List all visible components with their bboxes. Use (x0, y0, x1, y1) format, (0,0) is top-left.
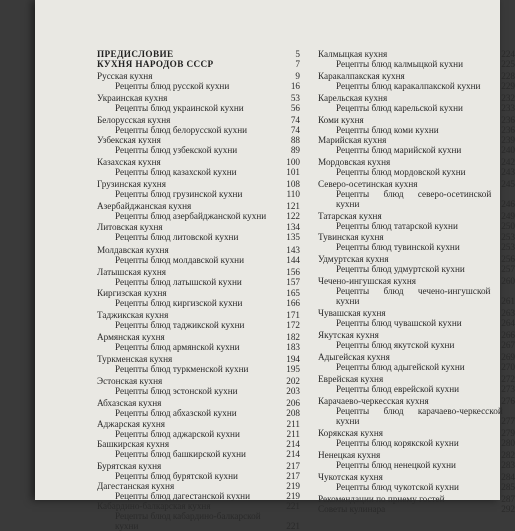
toc-entry-title: Каракалпакская кухня (318, 71, 405, 81)
toc-entry (97, 461, 300, 471)
toc-entry-title: Рецепты блюд калмыцкой кухни (336, 59, 463, 69)
toc-entry-page-number: 270 (501, 362, 515, 372)
toc-entry-page-number: 225 (501, 59, 515, 69)
toc-entry-page-number: 264 (501, 318, 515, 328)
toc-entry-page-number: 221 (286, 501, 300, 511)
toc-entry-title: Татарская кухня (318, 211, 382, 221)
toc-entry-page-number: 156 (286, 267, 300, 277)
toc-entry-page-number: 246 (501, 199, 515, 209)
toc-entry-title: Рецепты блюд узбекской кухни (115, 145, 238, 155)
toc-entry (97, 342, 300, 352)
toc-entry-page-number: 221 (286, 521, 300, 531)
toc-entry-title: Рецепты блюд русской кухни (115, 81, 230, 91)
toc-entry-page-number: 285 (501, 482, 515, 492)
toc-entry (318, 103, 515, 113)
toc-entry-title: Рецепты блюд чувашской кухни (336, 318, 462, 328)
toc-entry-page-number: 214 (286, 439, 300, 449)
toc-entry (318, 406, 515, 416)
toc-entry-page-number: 9 (295, 71, 300, 81)
toc-entry (318, 308, 515, 318)
toc-entry-title: Коми кухня (318, 115, 364, 125)
toc-entry (97, 511, 300, 521)
toc-entry-page-number: 203 (286, 386, 300, 396)
toc-entry (97, 288, 300, 298)
toc-entry-title: Азербайджанская кухня (97, 201, 192, 211)
toc-entry-page-number: 239 (501, 135, 515, 145)
toc-entry (97, 125, 300, 135)
toc-entry (97, 277, 300, 287)
toc-entry (318, 504, 515, 514)
toc-entry-title: Рецепты блюд белорусской кухни (115, 125, 248, 135)
toc-entry-page-number: 229 (501, 81, 515, 91)
toc-entry-page-number: 282 (501, 450, 515, 460)
toc-entry-title: Кабардино-балкарская кухня (97, 501, 211, 511)
toc-entry-title: КУХНЯ НАРОДОВ СССР (97, 59, 214, 69)
toc-entry-page-number: 269 (501, 352, 515, 362)
toc-entry-page-number: 283 (501, 460, 515, 470)
toc-entry (97, 145, 300, 155)
toc-entry (318, 189, 515, 199)
toc-entry-title: Рецепты блюд латышской кухни (115, 277, 242, 287)
toc-entry-page-number: 144 (286, 255, 300, 265)
toc-entry-title: Украинская кухня (97, 93, 168, 103)
toc-entry-page-number: 143 (286, 245, 300, 255)
toc-entry-page-number: 224 (501, 49, 515, 59)
toc-entry-title: кухни (336, 199, 360, 209)
toc-entry-title: Киргизская кухня (97, 288, 167, 298)
toc-entry-title: Чувашская кухня (318, 308, 386, 318)
toc-entry (318, 494, 515, 504)
toc-entry-page-number: 280 (501, 438, 515, 448)
toc-entry (318, 374, 515, 384)
toc-entry-title: Рецепты блюд украинской кухни (115, 103, 244, 113)
toc-entry-page-number: 74 (290, 125, 300, 135)
toc-entry-page-number: 16 (290, 81, 300, 91)
toc-entry (97, 429, 300, 439)
toc-entry-page-number: 134 (286, 222, 300, 232)
toc-entry-page-number: 236 (501, 115, 515, 125)
toc-entry-title: Рецепты блюд дагестанской кухни (115, 491, 251, 501)
toc-entry-title: Дагестанская кухня (97, 481, 175, 491)
toc-entry (97, 419, 300, 429)
toc-entry (97, 332, 300, 342)
toc-entry-page-number: 253 (501, 232, 515, 242)
toc-entry-page-number: 287 (501, 494, 515, 504)
toc-entry (318, 460, 515, 470)
toc-entry (97, 135, 300, 145)
toc-entry-title: Марийская кухня (318, 135, 387, 145)
toc-entry (318, 199, 515, 209)
toc-entry-title: Карельская кухня (318, 93, 388, 103)
toc-entry-title: Советы кулинара (318, 504, 386, 514)
toc-entry-page-number: 240 (501, 145, 515, 155)
toc-entry-page-number: 277 (501, 416, 515, 426)
toc-entry (318, 71, 515, 81)
toc-entry-title: Аджарская кухня (97, 419, 165, 429)
toc-entry-title: Башкирская кухня (97, 439, 170, 449)
toc-entry (97, 364, 300, 374)
toc-entry (318, 352, 515, 362)
toc-entry-page-number: 182 (286, 332, 300, 342)
toc-entry-title: Рецепты блюд коми кухни (336, 125, 439, 135)
toc-entry (318, 340, 515, 350)
toc-entry (97, 232, 300, 242)
toc-entry-title: Рецепты блюд тувинской кухни (336, 242, 460, 252)
toc-entry (97, 298, 300, 308)
toc-entry (318, 428, 515, 438)
toc-entry-title: Рецепты блюд адыгейской кухни (336, 362, 465, 372)
toc-entry-title: Рецепты блюд казахской кухни (115, 167, 237, 177)
toc-entry-title: Рецепты блюд мордовской кухни (336, 167, 466, 177)
toc-entry-page-number: 166 (286, 298, 300, 308)
toc-entry-page-number: 272 (501, 374, 515, 384)
toc-entry-title: Рецепты блюд абхазской кухни (115, 408, 237, 418)
toc-entry-title: Удмуртская кухня (318, 254, 389, 264)
toc-entry-title: Эстонская кухня (97, 376, 163, 386)
toc-entry-title: Рекомендации по приему гостей (318, 494, 445, 504)
toc-entry-page-number: 183 (286, 342, 300, 352)
toc-entry-title: Узбекская кухня (97, 135, 161, 145)
toc-entry (97, 386, 300, 396)
toc-entry-page-number: 211 (286, 429, 300, 439)
toc-entry-page-number: 206 (286, 398, 300, 408)
toc-entry-page-number: 172 (286, 320, 300, 330)
toc-entry (318, 330, 515, 340)
toc-entry-title: Литовская кухня (97, 222, 163, 232)
toc-entry (97, 481, 300, 491)
toc-entry-title: Северо-осетинская кухня (318, 179, 418, 189)
toc-entry-title: Рецепты блюд башкирской кухни (115, 449, 246, 459)
toc-entry-title: Бурятская кухня (97, 461, 162, 471)
toc-entry-page-number: 217 (286, 471, 300, 481)
toc-entry (97, 255, 300, 265)
toc-entry (97, 310, 300, 320)
toc-entry-title: Рецепты блюд чечено-ингушской (336, 286, 491, 296)
toc-entry-title: Русская кухня (97, 71, 153, 81)
toc-entry (97, 93, 300, 103)
toc-entry-page-number: 263 (501, 308, 515, 318)
toc-entry (318, 211, 515, 221)
toc-entry-title: Рецепты блюд аджарской кухни (115, 429, 240, 439)
toc-entry-title: Рецепты блюд каракалпакской кухни (336, 81, 481, 91)
toc-entry-title: Рецепты блюд северо-осетинской (336, 189, 492, 199)
toc-entry (97, 408, 300, 418)
toc-entry (97, 157, 300, 167)
toc-entry-page-number: 243 (501, 167, 515, 177)
toc-entry-title: Рецепты блюд эстонской кухни (115, 386, 238, 396)
toc-entry-page-number: 195 (286, 364, 300, 374)
toc-entry (318, 93, 515, 103)
toc-entry-page-number: 219 (286, 491, 300, 501)
toc-entry-page-number: 135 (286, 232, 300, 242)
toc-entry-title: Рецепты блюд бурятской кухни (115, 471, 238, 481)
toc-entry-page-number: 245 (501, 179, 515, 189)
toc-entry-title: Чечено-ингушская кухня (318, 276, 417, 286)
toc-entry-page-number: 100 (286, 157, 300, 167)
toc-entry-title: Таджикская кухня (97, 310, 169, 320)
toc-entry (318, 276, 515, 286)
toc-entry-page-number: 121 (286, 201, 300, 211)
toc-entry-page-number: 165 (286, 288, 300, 298)
toc-entry (97, 222, 300, 232)
toc-entry-title: Латышская кухня (97, 267, 166, 277)
toc-entry (318, 167, 515, 177)
toc-entry (97, 201, 300, 211)
toc-entry-page-number: 5 (295, 49, 300, 59)
toc-entry-title: Адыгейская кухня (318, 352, 390, 362)
toc-entry (97, 449, 300, 459)
toc-entry (97, 81, 300, 91)
toc-entry-title: Рецепты блюд молдавской кухни (115, 255, 245, 265)
toc-entry-page-number: 250 (501, 221, 515, 231)
toc-entry (97, 501, 300, 511)
toc-entry (97, 71, 300, 81)
toc-entry-page-number: 232 (501, 93, 515, 103)
toc-entry-title: Рецепты блюд грузинской кухни (115, 189, 243, 199)
toc-entry (318, 221, 515, 231)
toc-entry-page-number: 214 (286, 449, 300, 459)
toc-entry-title: Рецепты блюд туркменской кухни (115, 364, 249, 374)
toc-entry (318, 318, 515, 328)
toc-entry (318, 125, 515, 135)
toc-entry (318, 81, 515, 91)
toc-entry (318, 115, 515, 125)
toc-entry (318, 384, 515, 394)
toc-entry (318, 232, 515, 242)
toc-entry (318, 416, 515, 426)
toc-entry-title: Рецепты блюд ненецкой кухни (336, 460, 456, 470)
toc-entry (318, 157, 515, 167)
toc-entry (97, 267, 300, 277)
toc-entry (318, 264, 515, 274)
toc-entry (97, 189, 300, 199)
toc-entry (318, 135, 515, 145)
toc-entry (318, 472, 515, 482)
toc-entry-page-number: 249 (501, 211, 515, 221)
toc-entry-page-number: 171 (286, 310, 300, 320)
toc-entry-title: Рецепты блюд марийской кухни (336, 145, 462, 155)
toc-entry-page-number: 74 (290, 115, 300, 125)
toc-entry-title: Тувинская кухня (318, 232, 384, 242)
toc-entry-title: Рецепты блюд карельской кухни (336, 103, 463, 113)
toc-entry-page-number: 292 (501, 504, 515, 514)
toc-entry-title: Карачаево-черкесская кухня (318, 396, 429, 406)
toc-entry-title: Ненецкая кухня (318, 450, 381, 460)
toc-entry (97, 491, 300, 501)
toc-entry (97, 471, 300, 481)
toc-entry-page-number: 273 (501, 384, 515, 394)
toc-entry (97, 211, 300, 221)
toc-entry-page-number: 157 (286, 277, 300, 287)
toc-entry-title: Корякская кухня (318, 428, 383, 438)
toc-entry-title: Рецепты блюд армянской кухни (115, 342, 240, 352)
toc-entry-title: Рецепты блюд чукотской кухни (336, 482, 459, 492)
toc-entry (97, 320, 300, 330)
toc-entry-title: Рецепты блюд татарской кухни (336, 221, 458, 231)
toc-entry (97, 179, 300, 189)
toc-entry (97, 398, 300, 408)
toc-entry-page-number: 208 (286, 408, 300, 418)
toc-entry (318, 286, 515, 296)
toc-entry-title: Рецепты блюд якутской кухни (336, 340, 455, 350)
toc-entry-page-number: 236 (501, 125, 515, 135)
toc-entry-page-number: 233 (501, 103, 515, 113)
toc-entry-page-number: 108 (286, 179, 300, 189)
toc-entry-page-number: 89 (290, 145, 300, 155)
toc-entry (97, 103, 300, 113)
toc-entry (97, 439, 300, 449)
toc-entry-title: Рецепты блюд таджикской кухни (115, 320, 245, 330)
toc-entry-page-number: 56 (290, 103, 300, 113)
toc-entry-title: Якутская кухня (318, 330, 379, 340)
toc-entry-page-number: 7 (295, 59, 300, 69)
toc-entry (318, 362, 515, 372)
toc-entry-page-number: 253 (501, 242, 515, 252)
toc-entry-title: Грузинская кухня (97, 179, 166, 189)
toc-entry-page-number: 122 (286, 211, 300, 221)
toc-entry-title: Белорусская кухня (97, 115, 171, 125)
toc-entry (97, 115, 300, 125)
toc-entry (318, 59, 515, 69)
toc-entry-page-number: 279 (501, 428, 515, 438)
toc-entry (318, 482, 515, 492)
toc-entry-title: Молдавская кухня (97, 245, 169, 255)
toc-entry-title: Рецепты блюд корякской кухни (336, 438, 459, 448)
book-page (35, 0, 515, 531)
toc-entry-page-number: 260 (501, 276, 515, 286)
toc-entry (318, 145, 515, 155)
toc-entry-title: Рецепты блюд удмуртской кухни (336, 264, 465, 274)
toc-entry-title: Армянская кухня (97, 332, 165, 342)
toc-entry-page-number: 267 (501, 340, 515, 350)
toc-entry-page-number: 211 (286, 419, 300, 429)
toc-entry (318, 450, 515, 460)
toc-entry-title: Мордовская кухня (318, 157, 391, 167)
toc-entry (97, 354, 300, 364)
toc-entry-page-number: 101 (286, 167, 300, 177)
toc-entry-page-number: 257 (501, 264, 515, 274)
toc-entry-title: Рецепты блюд киргизской кухни (115, 298, 243, 308)
toc-entry-page-number: 194 (286, 354, 300, 364)
toc-entry-page-number: 261 (501, 296, 515, 306)
toc-entry-title: Рецепты блюд азербайджанской кухни (115, 211, 267, 221)
toc-entry-title: Еврейская кухня (318, 374, 384, 384)
toc-entry-title: кухни (336, 416, 360, 426)
toc-entry (318, 296, 515, 306)
toc-entry (318, 438, 515, 448)
toc-entry-page-number: 276 (501, 396, 515, 406)
toc-entry (318, 179, 515, 189)
toc-entry-title: кухни (336, 296, 360, 306)
toc-entry-title: Рецепты блюд литовской кухни (115, 232, 239, 242)
toc-entry-title: Калмыцкая кухня (318, 49, 388, 59)
toc-entry-title: Рецепты блюд еврейской кухни (336, 384, 460, 394)
toc-entry-page-number: 110 (286, 189, 300, 199)
toc-entry-page-number: 219 (286, 481, 300, 491)
toc-entry (97, 59, 300, 69)
toc-entry (97, 521, 300, 531)
toc-entry-page-number: 266 (501, 330, 515, 340)
toc-entry-page-number: 256 (501, 254, 515, 264)
toc-entry (318, 396, 515, 406)
toc-entry-page-number: 284 (501, 472, 515, 482)
toc-entry-title: Чукотская кухня (318, 472, 383, 482)
toc-entry-title: Абхазская кухня (97, 398, 162, 408)
toc-entry-page-number: 242 (501, 157, 515, 167)
toc-entry-page-number: 228 (501, 71, 515, 81)
toc-entry-page-number: 53 (290, 93, 300, 103)
toc-entry-title: Рецепты блюд карачаево-черкесской (336, 406, 503, 416)
toc-entry-title: Туркменская кухня (97, 354, 173, 364)
toc-entry-page-number: 217 (286, 461, 300, 471)
toc-entry (97, 245, 300, 255)
toc-entry-page-number: 202 (286, 376, 300, 386)
toc-entry (318, 49, 515, 59)
toc-entry-page-number: 88 (290, 135, 300, 145)
toc-entry-title: ПРЕДИСЛОВИЕ (97, 49, 174, 59)
toc-entry (318, 254, 515, 264)
toc-entry-title: кухни (115, 521, 139, 531)
toc-entry (318, 242, 515, 252)
toc-entry (97, 49, 300, 59)
toc-entry-title: Казахская кухня (97, 157, 161, 167)
toc-entry (97, 376, 300, 386)
toc-entry (97, 167, 300, 177)
toc-entry-title: Рецепты блюд кабардино-балкарской (115, 511, 261, 521)
